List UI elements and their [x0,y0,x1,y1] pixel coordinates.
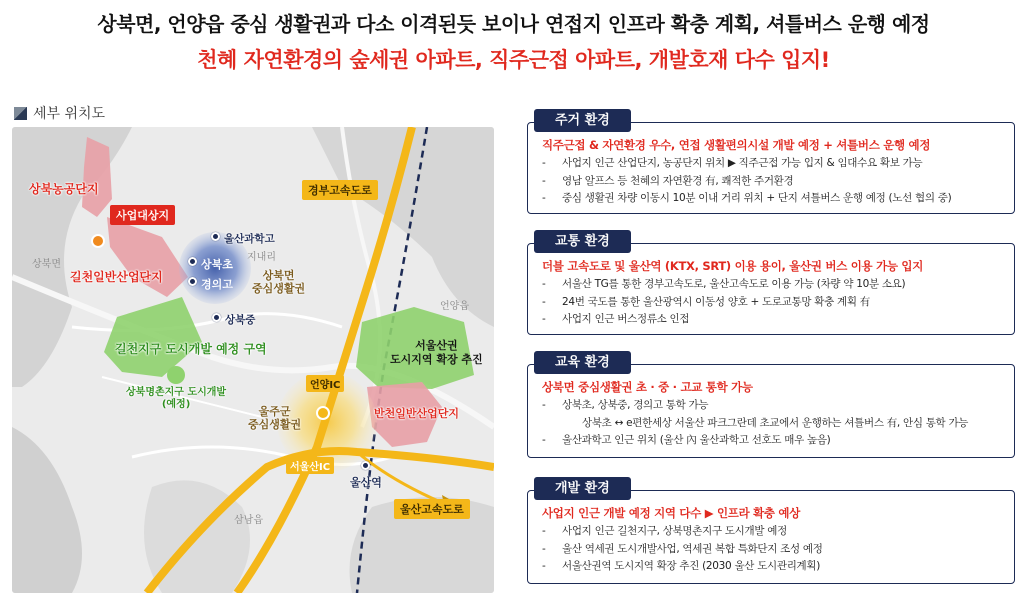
place-jichi: 지내리 [247,252,276,263]
label-gyeongui-hs: 경의고 [201,278,233,291]
panel-headline: 직주근접 & 자연환경 우수, 연접 생활편의시설 개발 예정 + 셔틀버스 운행 예정 [542,138,931,152]
panel-development [527,481,1015,584]
label-gilcheon-district: 길천지구 도시개발 예정 구역 [115,342,267,356]
panel-item: - 영남 알프스 등 천혜의 자연환경 有, 쾌적한 주거환경 [542,174,794,187]
station-marker [361,461,370,470]
panel-transportation [527,234,1015,335]
label-myeongchon: 상북명촌지구 도시개발 (예정) [126,387,227,410]
label-ulsan-expressway: 울산고속도로 [394,499,470,519]
panel-education [527,355,1015,458]
panel-tab-development: 개발 환경 [534,477,631,500]
panel-item: - 서울산 TG를 통한 경부고속도로, 울산고속도로 이용 가능 (차량 약 10분 소요) [542,278,906,290]
school-marker-sangbuk-elem [188,257,197,266]
panel-item: - 사업지 인근 길천지구, 상북명촌지구 도시개발 예정 [542,525,787,537]
label-bancheon-industrial: 반천일반산업단지 [374,407,460,420]
panel-tab-residential: 주거 환경 [534,109,631,132]
panel-item: - 사업지 인근 산업단지, 농공단지 위치 ▶ 직주근접 가능 입지 & 임대수요 확보 가능 [542,157,923,169]
panel-residential [527,113,1015,214]
map-section-title [14,103,105,123]
school-marker-sangbuk-middle [212,313,221,322]
panel-tab-transportation: 교통 환경 [534,230,631,253]
label-seoulsan-ic: 서울산IC [286,457,334,474]
panel-headline: 상북면 중심생활권 초 · 중 · 고교 통학 가능 [542,380,753,394]
label-west-ulsan-zone: 서울산권 도시지역 확장 추진 [390,339,483,366]
panel-item: - 울산 역세권 도시개발사업, 역세권 복합 특화단지 조성 예정 [542,542,823,555]
label-sangbuk-middle: 상북중 [225,314,256,326]
section-square-icon [14,107,27,120]
panel-item: - 상북초, 상북중, 경의고 통학 가능 [542,399,709,411]
label-gilcheon-industrial: 길천일반산업단지 [70,270,163,284]
place-sangbuk: 상북면 [32,259,61,270]
map-section-label: 세부 위치도 [33,106,106,122]
headline-line1: 상북면, 언양읍 중심 생활권과 다소 이격된듯 보이나 연접지 인프라 확충 계획, 셔틀버스 운행 예정 [97,12,930,36]
panel-headline: 사업지 인근 개발 예정 지역 다수 ▶ 인프라 확충 예상 [542,506,801,520]
label-gyeongbu-expressway: 경부고속도로 [302,180,378,200]
label-eonyang-ic: 언양IC [306,375,344,392]
label-sangbuk-industrial: 상북농공단지 [29,182,99,196]
label-ulju-center: 울주군 중심생활권 [248,405,302,431]
panel-item: - 울산과학고 인근 위치 (울산 內 울산과학고 선호도 매우 높음) [542,434,831,447]
school-marker-gyeongui-hs [188,277,197,286]
panel-item: - 24번 국도를 통한 울산광역시 이동성 양호 + 도로교통망 확충 계획 有 [542,295,870,308]
panel-item: - 중심 생활권 차량 이동시 10분 이내 거리 위치 + 단지 셔틀버스 운행 예정 (노선 협의 중) [542,192,952,205]
label-ulsan-science-hs: 울산과학고 [224,233,275,245]
panel-item: 상북초 ↔ e편한세상 서울산 파크그란데 초교에서 운행하는 셔틀버스 有, 안심 통학 가능 [582,416,969,429]
headline-line2: 천혜 자연환경의 숲세권 아파트, 직주근접 아파트, 개발호재 다수 입지! [197,48,830,72]
label-site: 사업대상지 [110,205,175,225]
label-sangbuk-elem: 상북초 [201,258,233,271]
panel-headline: 더블 고속도로 및 울산역 (KTX, SRT) 이용 용이, 울산권 버스 이용 가능 입지 [542,259,924,273]
place-eonyang: 언양읍 [440,301,469,312]
school-marker-science-hs [211,232,220,241]
panel-item: - 서울산권역 도시지역 확장 추진 (2030 울산 도시관리계획) [542,560,821,573]
location-map [12,127,494,593]
panel-tab-education: 교육 환경 [534,351,631,374]
label-sangbuk-center: 상북면 중심생활권 [252,269,306,295]
place-samnam: 삼남읍 [234,515,263,526]
label-ulsan-station: 울산역 [350,476,382,489]
panel-item: - 사업지 인근 버스정류소 인접 [542,313,690,326]
